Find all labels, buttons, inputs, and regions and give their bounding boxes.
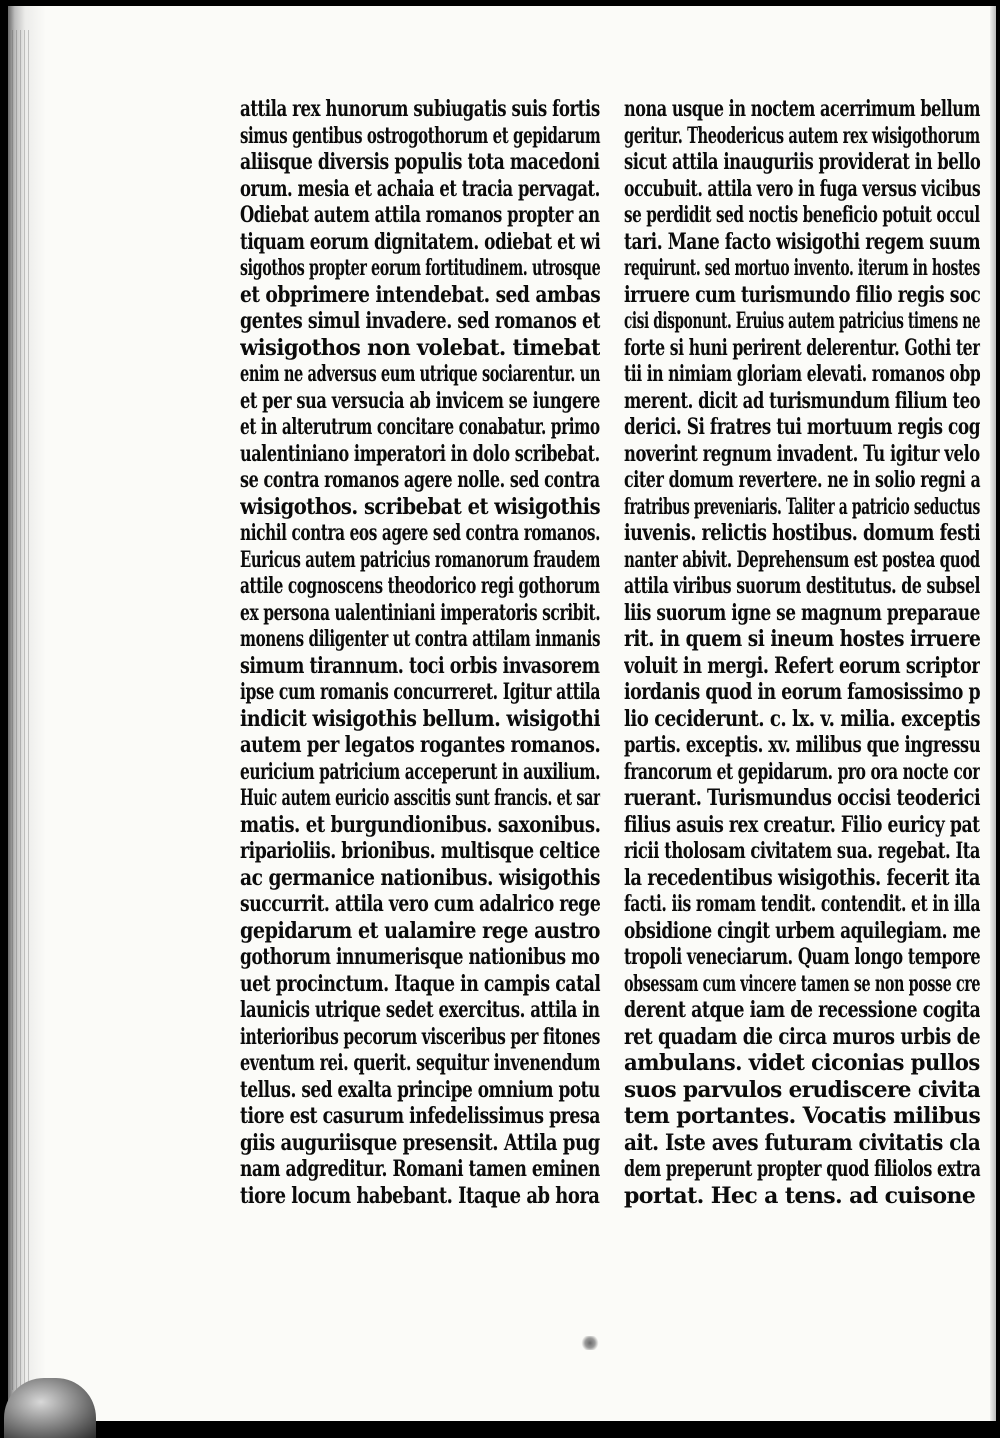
manuscript-line: eventum rei. querit. sequitur invenendum — [240, 1050, 600, 1076]
manuscript-line: gentes simul invadere. sed romanos et — [240, 308, 601, 334]
manuscript-line: iordanis quod in eorum famosissimo p — [624, 679, 981, 705]
manuscript-line: merent. dicit ad turismundum filium teo — [624, 387, 981, 414]
right-text-column — [624, 96, 980, 1209]
page-corner-shadow — [4, 1378, 96, 1438]
manuscript-line: et per sua versucia ab invicem se iungere — [240, 387, 600, 414]
manuscript-line: requirunt. sed mortuo invento. iterum in hostes — [624, 255, 980, 281]
manuscript-line: tari. Mane facto wisigothi regem suum — [624, 228, 981, 255]
manuscript-line: simum tirannum. toci orbis invasorem — [240, 652, 600, 679]
manuscript-line: se contra romanos agere nolle. sed contra — [240, 467, 600, 493]
manuscript-line: ualentiniano imperatori in dolo scribebat. — [240, 440, 600, 467]
manuscript-line: liis suorum igne se magnum preparaue — [624, 599, 980, 626]
manuscript-line: obsessam cum vincere tamen se non posse cre — [624, 970, 981, 997]
manuscript-line: citer domum revertere. ne in solio regni a — [624, 467, 981, 493]
manuscript-line: et obprimere intendebat. sed ambas — [240, 281, 600, 308]
manuscript-line: cisi disponunt. Eruius autem patricius timens ne — [624, 308, 980, 334]
manuscript-line: partis. exceptis. xv. milibus que ingressu — [624, 732, 981, 758]
manuscript-line: autem per legatos rogantes romanos. — [240, 732, 600, 758]
manuscript-line: ex persona ualentiniani imperatoris scribit. — [240, 599, 601, 626]
manuscript-line: sicut attila inauguriis providerat in bello — [624, 149, 981, 175]
parchment-stain — [580, 1336, 600, 1350]
manuscript-line: gothorum innumerisque nationibus mo — [240, 944, 600, 970]
manuscript-line: geritur. Theodericus autem rex wisigothorum — [624, 122, 980, 149]
manuscript-line: uet procinctum. Itaque in campis catal — [240, 970, 601, 997]
manuscript-line: wisigothos non volebat. timebat — [240, 334, 600, 361]
manuscript-line: gepidarum et ualamire rege austro — [240, 917, 600, 944]
manuscript-line: simus gentibus ostrogothorum et gepidarum — [240, 122, 601, 149]
manuscript-line: ac germanice nationibus. wisigothis — [240, 864, 600, 891]
manuscript-line: rit. in quem si ineum hostes irruere — [624, 626, 981, 652]
manuscript-line: forte si huni perirent delerentur. Gothi ter — [624, 334, 981, 361]
manuscript-line: tiore locum habebant. Itaque ab hora — [240, 1182, 600, 1209]
manuscript-line: attile cognoscens theodorico regi gothorum — [240, 573, 600, 599]
manuscript-line: ambulans. videt ciconias pullos — [624, 1050, 980, 1076]
manuscript-line: giis auguriisque presensit. Attila pug — [240, 1129, 600, 1156]
manuscript-line: ruerant. Turismundus occisi teoderici — [624, 785, 981, 811]
manuscript-line: attila rex hunorum subiugatis suis fortis — [240, 96, 600, 122]
manuscript-line: tii in nimiam gloriam elevati. romanos obp — [624, 361, 981, 387]
manuscript-line: orum. mesia et achaia et tracia pervagat. — [240, 175, 600, 202]
manuscript-line: nona usque in noctem acerrimum bellum — [624, 96, 981, 122]
manuscript-line: tem portantes. Vocatis milibus — [624, 1103, 981, 1129]
manuscript-line: portat. Hec a tens. ad cuisone — [624, 1182, 976, 1209]
manuscript-line: voluit in mergi. Refert eorum scriptor — [624, 652, 980, 679]
manuscript-line: occubuit. attila vero in fuga versus vicibus — [624, 175, 981, 202]
manuscript-line: Huic autem euricio asscitis sunt francis. et sar — [240, 785, 601, 811]
manuscript-line: francorum et gepidarum. pro ora nocte cor — [624, 758, 980, 785]
manuscript-line: irruere cum turismundo filio regis soc — [624, 281, 980, 308]
manuscript-line: ret quadam die circa muros urbis de — [624, 1023, 981, 1050]
manuscript-line: nam adgreditur. Romani tamen eminen — [240, 1156, 600, 1182]
manuscript-line: et in alterutrum concitare conabatur. primo — [240, 414, 600, 440]
manuscript-line: tiore est casurum infedelissimus presa — [240, 1103, 600, 1129]
manuscript-line: succurrit. attila vero cum adalrico rege — [240, 891, 601, 917]
manuscript-line: facti. iis romam tendit. contendit. et in illa — [624, 891, 981, 917]
manuscript-line: derici. Si fratres tui mortuum regis cog — [624, 414, 981, 440]
manuscript-line: suos parvulos erudiscere civita — [624, 1076, 981, 1103]
manuscript-line: obsidione cingit urbem aquilegiam. me — [624, 917, 981, 944]
manuscript-line: attila viribus suorum destitutus. de subsel — [624, 573, 980, 599]
page-right-edge — [990, 6, 996, 1421]
manuscript-line: Odiebat autem attila romanos propter an — [240, 202, 600, 228]
manuscript-line: ipse cum romanis concurreret. Igitur attila — [240, 679, 600, 705]
page-stack-edges — [12, 30, 30, 1390]
manuscript-line: tiquam eorum dignitatem. odiebat et wi — [240, 228, 601, 255]
manuscript-line: dem preperunt propter quod filiolos extra — [624, 1156, 981, 1182]
manuscript-line: aliisque diversis populis tota macedoni — [240, 149, 600, 175]
manuscript-line: Euricus autem patricius romanorum fraudem — [240, 546, 600, 573]
manuscript-line: riparioliis. brionibus. multisque celtice — [240, 838, 600, 864]
manuscript-line: interioribus pecorum visceribus per fitones — [240, 1023, 601, 1050]
manuscript-line: la recedentibus wisigothis. fecerit ita — [624, 864, 981, 891]
manuscript-line: tropoli veneciarum. Quam longo tempore — [624, 944, 980, 970]
manuscript-line: fratribus preveniaris. Taliter a patricio seductus — [624, 493, 980, 520]
manuscript-line: filius asuis rex creatur. Filio euricy pat — [624, 811, 980, 838]
manuscript-line: indicit wisigothis bellum. wisigothi — [240, 705, 601, 732]
manuscript-line: launicis utrique sedet exercitus. attila in — [240, 997, 600, 1023]
manuscript-line: wisigothos. scribebat et wisigothis — [240, 493, 601, 520]
manuscript-line: ricii tholosam civitatem sua. regebat. Ita — [624, 838, 980, 864]
manuscript-line: ait. Iste aves futuram civitatis cla — [624, 1129, 980, 1156]
left-text-column — [240, 96, 600, 1209]
manuscript-line: lio ceciderunt. c. lx. v. milia. exceptis — [624, 705, 980, 732]
manuscript-line: noverint regnum invadent. Tu igitur velo — [624, 440, 980, 467]
manuscript-line: tellus. sed exalta principe omnium potu — [240, 1076, 600, 1103]
manuscript-line: nanter abivit. Deprehensum est postea quod — [624, 546, 980, 573]
manuscript-line: nichil contra eos agere sed contra romanos. — [240, 520, 600, 546]
manuscript-line: derent atque iam de recessione cogita — [624, 997, 981, 1023]
manuscript-line: iuvenis. relictis hostibus. domum festi — [624, 520, 981, 546]
manuscript-line: sigothos propter eorum fortitudinem. utrosque — [240, 255, 601, 281]
manuscript-line: monens diligenter ut contra attilam inmanis — [240, 626, 600, 652]
manuscript-line: matis. et burgundionibus. saxonibus. — [240, 811, 601, 838]
manuscript-line: euricium patricium acceperunt in auxilium. — [240, 758, 600, 785]
manuscript-line: se perdidit sed noctis beneficio potuit occul — [624, 202, 980, 228]
manuscript-line: enim ne adversus eum utrique sociarentur. un — [240, 361, 601, 387]
